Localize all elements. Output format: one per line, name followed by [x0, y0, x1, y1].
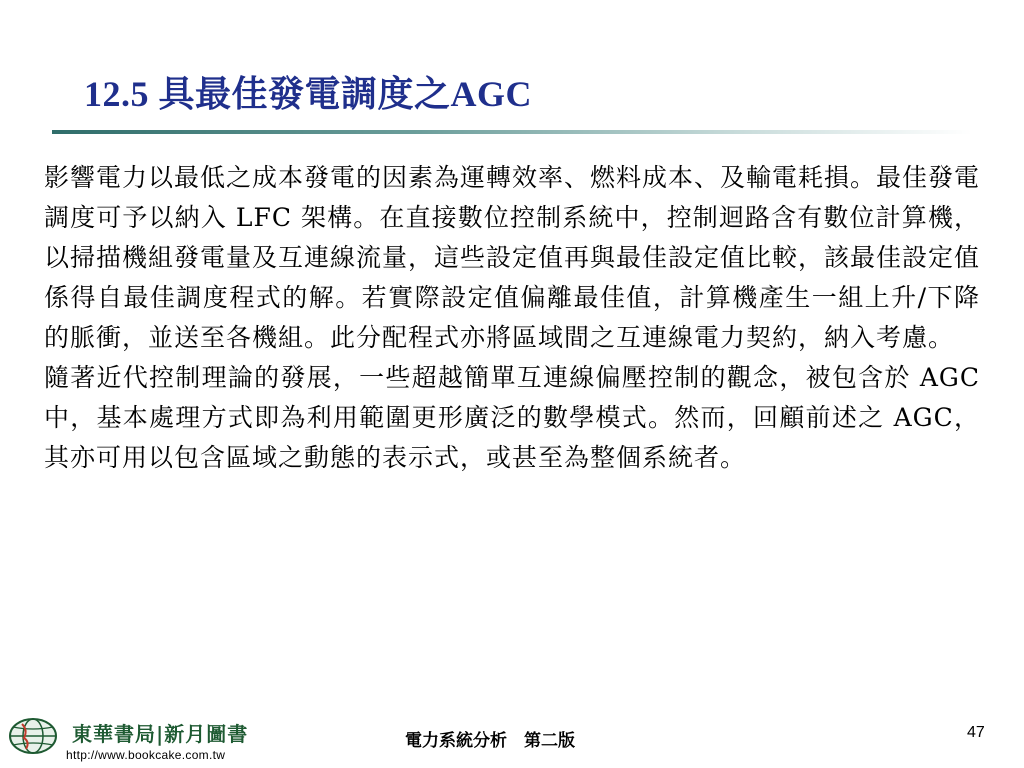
body-paragraph-1: 影響電力以最低之成本發電的因素為運轉效率、燃料成本、及輸電耗損。最佳發電調度可予以納入 LFC 架構。在直接數位控制系統中，控制迴路含有數位計算機，以掃描機組發電量及互連線流量，這些設定值再與最佳設定值比較，該最佳設定值係得自最佳調度程式的解。若實際設定值偏離最佳值，計算機產生一組上升/下降的脈衝，並送至各機組。此分配程式亦將區域間之互連線電力契約，納入考慮。 [44, 163, 981, 352]
body-paragraph-2: 隨著近代控制理論的發展，一些超越簡單互連線偏壓控制的觀念，被包含於 AGC 中，基本處理方式即為利用範圍更形廣泛的數學模式。然而，回顧前述之 AGC，其亦可用以包含區域之動態的表示式，或甚至為整個系統者。 [44, 363, 980, 472]
globe-icon [8, 716, 58, 756]
slide-body [44, 158, 980, 478]
title-divider [52, 130, 972, 134]
publisher-logo [8, 712, 276, 766]
page-number: 47 [967, 724, 985, 741]
slide-title: 12.5 具最佳發電調度之AGC [84, 74, 532, 114]
logo-text: 東華書局|新月圖書 [72, 722, 249, 746]
logo-url: http://www.bookcake.com.tw [66, 748, 226, 762]
book-title: 電力系統分析 第二版 [405, 731, 575, 751]
